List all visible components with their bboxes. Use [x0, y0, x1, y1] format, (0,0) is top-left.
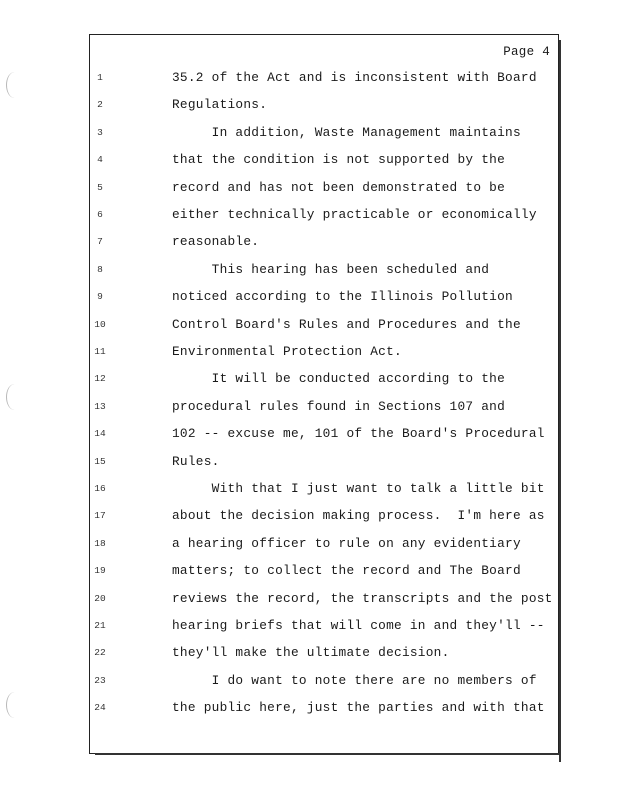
transcript-line: [0, 700, 618, 727]
line-text: either technically practicable or economically: [172, 207, 537, 222]
transcript-line: [0, 317, 618, 344]
page-number: Page 4: [503, 45, 550, 59]
line-number: 2: [97, 99, 103, 111]
transcript-line: [0, 262, 618, 289]
transcript-line: [0, 152, 618, 179]
line-number: 1: [97, 72, 103, 83]
transcript-line: [0, 234, 618, 261]
transcript-line: [0, 508, 618, 535]
transcript-line: [0, 536, 618, 563]
transcript-line: [0, 673, 618, 700]
line-number: 18: [94, 537, 106, 549]
line-text: the public here, just the parties and with that: [172, 700, 545, 716]
line-number: 12: [94, 373, 106, 385]
line-text: Rules.: [172, 453, 220, 469]
transcript-line: [0, 563, 618, 590]
transcript-line: [0, 481, 618, 508]
line-number: 20: [94, 592, 106, 604]
line-text: Environmental Protection Act.: [172, 344, 402, 359]
line-text: Control Board's Rules and Procedures and the: [172, 316, 521, 332]
transcript-line: [0, 454, 618, 481]
line-text: procedural rules found in Sections 107 and: [172, 398, 506, 414]
line-number: 7: [97, 236, 103, 248]
line-number: 6: [97, 209, 103, 220]
line-number: 22: [94, 647, 106, 659]
line-number: 24: [94, 702, 106, 714]
line-number: 9: [97, 291, 103, 303]
transcript-line: [0, 371, 618, 398]
line-text: Regulations.: [172, 97, 268, 113]
line-text: reviews the record, the transcripts and the post: [172, 590, 553, 606]
line-text: This hearing has been scheduled and: [172, 261, 490, 277]
line-text: 102 -- excuse me, 101 of the Board's Procedural: [172, 426, 545, 442]
line-number: 21: [94, 620, 106, 631]
line-text: I do want to note there are no members of: [172, 672, 537, 688]
line-number: 11: [94, 346, 106, 357]
transcript-line: [0, 207, 618, 234]
line-number: 23: [94, 674, 106, 686]
line-text: noticed according to the Illinois Pollution: [172, 289, 513, 305]
transcript-line: [0, 97, 618, 124]
line-text: With that I just want to talk a little bit: [172, 481, 545, 496]
line-text: record and has not been demonstrated to be: [172, 179, 506, 195]
line-text: In addition, Waste Management maintains: [172, 124, 521, 140]
line-number: 4: [97, 154, 103, 166]
line-text: hearing briefs that will come in and they'll --: [172, 618, 545, 633]
line-number: 10: [94, 318, 106, 330]
line-text: they'll make the ultimate decision.: [172, 645, 450, 661]
line-text: reasonable.: [172, 234, 260, 250]
transcript-line: [0, 70, 618, 97]
line-number: 14: [94, 428, 106, 440]
transcript-line: [0, 180, 618, 207]
transcript-line: [0, 289, 618, 316]
line-number: 5: [97, 181, 103, 193]
line-number: 13: [94, 400, 106, 412]
transcript-line: [0, 399, 618, 426]
line-text: a hearing officer to rule on any evidentiary: [172, 535, 521, 551]
line-text: about the decision making process. I'm here as: [172, 508, 545, 524]
transcript-line: [0, 645, 618, 672]
line-number: 3: [97, 126, 103, 138]
transcript-line: [0, 591, 618, 618]
line-text: matters; to collect the record and The Board: [172, 563, 521, 579]
frame-shadow-bottom: [95, 753, 561, 755]
line-number: 8: [97, 263, 103, 275]
line-number: 17: [94, 510, 106, 522]
line-text: 35.2 of the Act and is inconsistent with Board: [172, 70, 537, 85]
line-text: It will be conducted according to the: [172, 371, 506, 387]
transcript-line: [0, 618, 618, 645]
transcript-line: [0, 344, 618, 371]
line-number: 16: [94, 483, 106, 494]
line-number: 15: [94, 455, 106, 467]
transcript-line: [0, 426, 618, 453]
line-text: that the condition is not supported by the: [172, 152, 506, 168]
line-number: 19: [94, 565, 106, 577]
transcript-line: [0, 125, 618, 152]
